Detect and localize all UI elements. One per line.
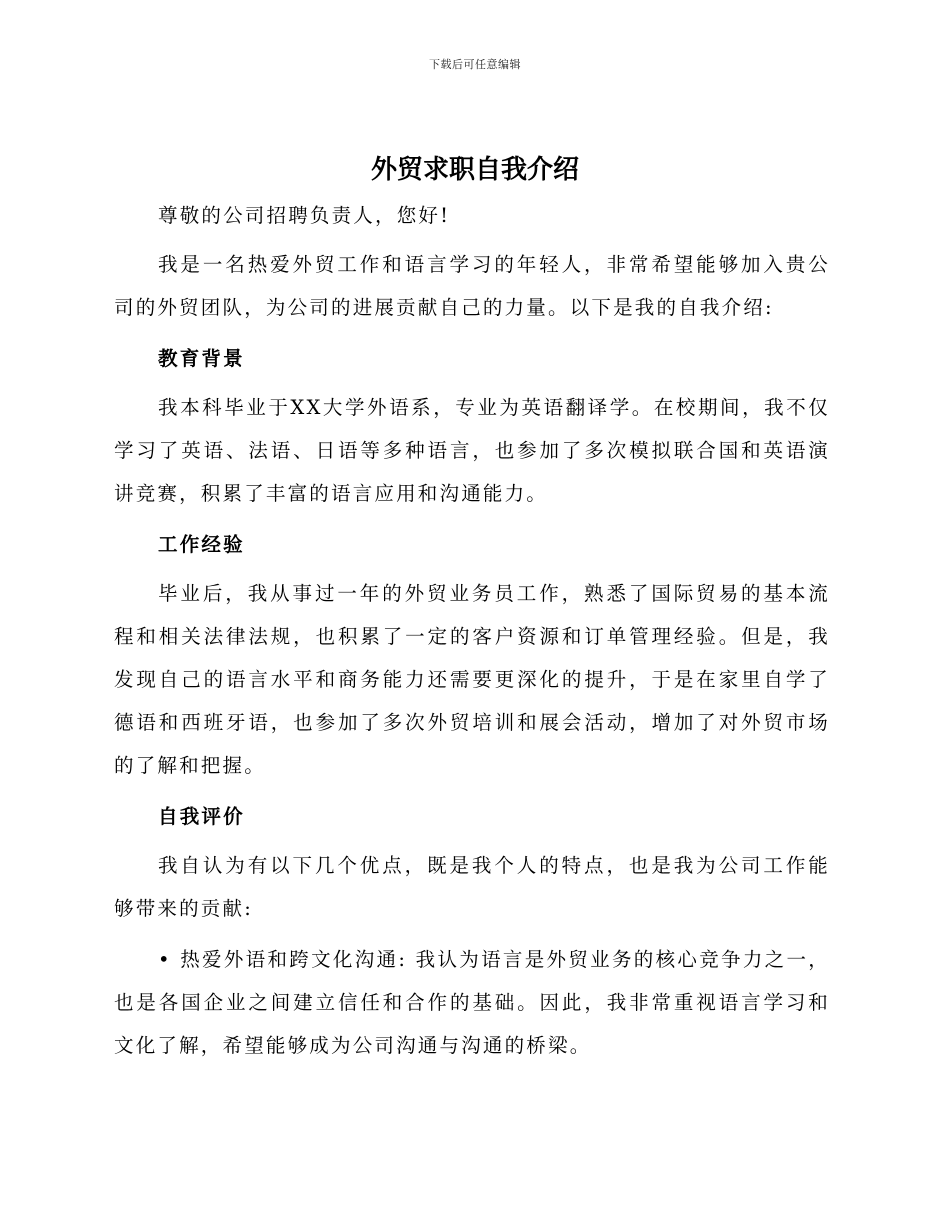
section-heading-education: 教育背景: [158, 347, 245, 370]
section-heading-self-eval: 自我评价: [158, 805, 245, 828]
document-body: [114, 194, 830, 1067]
section-heading-work: 工作经验: [158, 533, 245, 556]
intro-paragraph: 我是一名热爱外贸工作和语言学习的年轻人，非常希望能够加入贵公司的外贸团队，为公司的进展贡献自己的力量。以下是我的自我介绍:: [114, 253, 830, 319]
self-eval-paragraph: 我自认为有以下几个优点，既是我个人的特点，也是我为公司工作能够带来的贡献:: [114, 854, 830, 920]
work-paragraph: 毕业后，我从事过一年的外贸业务员工作，熟悉了国际贸易的基本流程和相关法律法规，也积累了一定的客户资源和订单管理经验。但是，我发现自己的语言水平和商务能力还需要更深化的提升，于是在家里自学了德语和西班牙语，也参加了多次外贸培训和展会活动，增加了对外贸市场的了解和把握。: [114, 582, 830, 777]
education-paragraph: 我本科毕业于XX大学外语系，专业为英语翻译学。在校期间，我不仅学习了英语、法语、日语等多种语言，也参加了多次模拟联合国和英语演讲竞赛，积累了丰富的语言应用和沟通能力。: [114, 396, 830, 505]
header-note: 下载后可任意编辑: [429, 58, 521, 71]
page-title: 外贸求职自我介绍: [370, 155, 579, 185]
greeting-paragraph: 尊敬的公司招聘负责人，您好!: [158, 204, 451, 227]
bullet-item: • 热爱外语和跨文化沟通: 我认为语言是外贸业务的核心竞争力之一，也是各国企业之间建立信任和合作的基础。因此，我非常重视语言学习和文化了解，希望能够成为公司沟通与沟通的桥梁。: [114, 948, 830, 1057]
